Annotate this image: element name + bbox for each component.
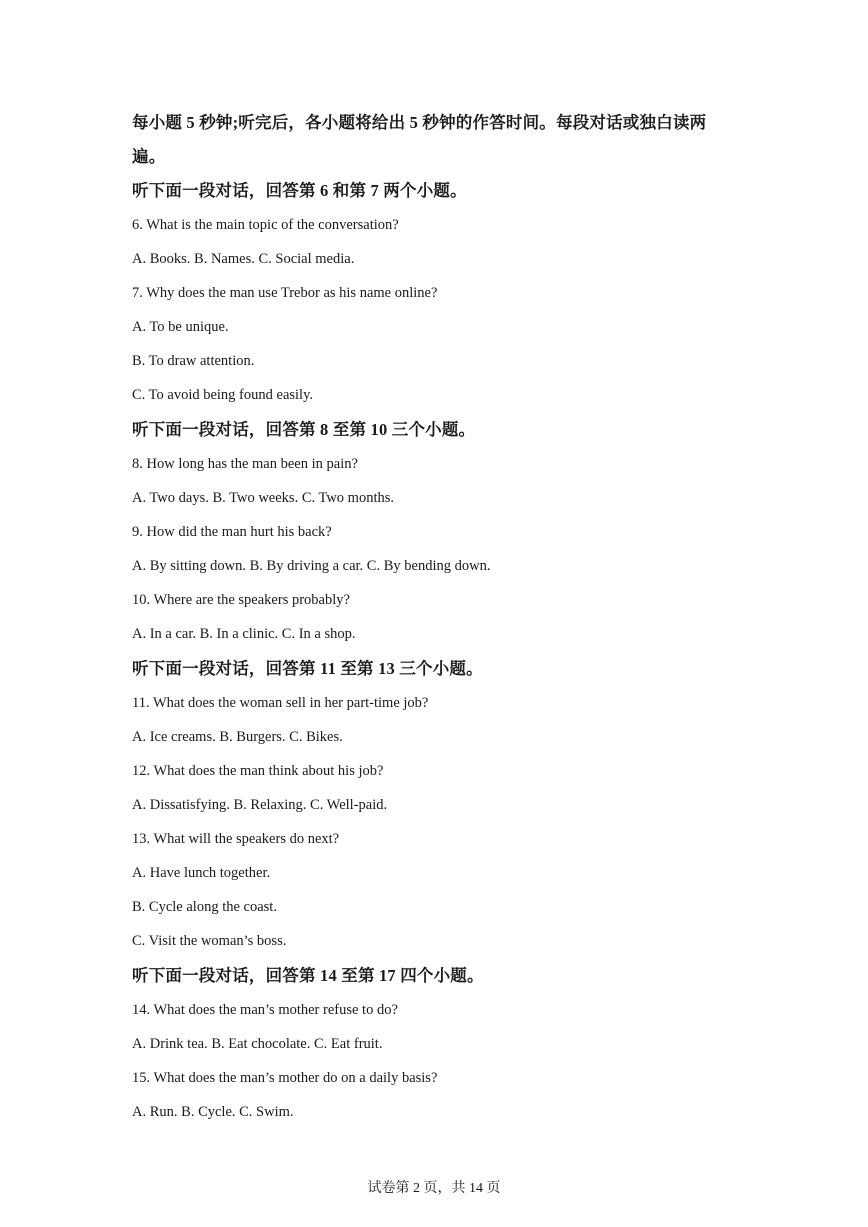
section-heading-14-17: 听下面一段对话，回答第 14 至第 17 四个小题。 <box>132 966 484 985</box>
question-14: 14. What does the man’s mother refuse to do? <box>132 1002 398 1018</box>
instructions-line-1: 每小题 5 秒钟;听完后，各小题将给出 5 秒钟的作答时间。每段对话或独白读两 <box>132 113 707 132</box>
question-8: 8. How long has the man been in pain? <box>132 456 358 472</box>
section-heading-11-13: 听下面一段对话，回答第 11 至第 13 三个小题。 <box>132 659 483 678</box>
question-10: 10. Where are the speakers probably? <box>132 592 350 608</box>
instructions-line-2: 遍。 <box>132 147 166 166</box>
question-11: 11. What does the woman sell in her part-time job? <box>132 695 429 711</box>
question-15-options: A. Run. B. Cycle. C. Swim. <box>132 1104 294 1120</box>
question-13-option-c: C. Visit the woman’s boss. <box>132 933 287 949</box>
question-11-options: A. Ice creams. B. Burgers. C. Bikes. <box>132 729 343 745</box>
question-13-option-b: B. Cycle along the coast. <box>132 899 277 915</box>
question-15: 15. What does the man’s mother do on a daily basis? <box>132 1070 438 1086</box>
question-7-option-c: C. To avoid being found easily. <box>132 387 314 403</box>
question-12: 12. What does the man think about his job? <box>132 763 384 779</box>
question-14-options: A. Drink tea. B. Eat chocolate. C. Eat fruit. <box>132 1036 383 1052</box>
question-7: 7. Why does the man use Trebor as his name online? <box>132 285 438 301</box>
question-13-option-a: A. Have lunch together. <box>132 865 271 881</box>
question-7-option-a: A. To be unique. <box>132 319 229 335</box>
section-heading-6-7: 听下面一段对话，回答第 6 和第 7 两个小题。 <box>132 181 467 200</box>
question-7-option-b: B. To draw attention. <box>132 353 255 369</box>
question-6-options: A. Books. B. Names. C. Social media. <box>132 251 355 267</box>
question-12-options: A. Dissatisfying. B. Relaxing. C. Well-paid. <box>132 797 388 813</box>
section-heading-8-10: 听下面一段对话，回答第 8 至第 10 三个小题。 <box>132 420 476 439</box>
page-number-footer: 试卷第 2 页，共 14 页 <box>367 1181 501 1196</box>
question-9-options: A. By sitting down. B. By driving a car. C. By bending down. <box>132 558 491 574</box>
question-6: 6. What is the main topic of the conversation? <box>132 217 399 233</box>
question-8-options: A. Two days. B. Two weeks. C. Two months. <box>132 490 394 506</box>
question-10-options: A. In a car. B. In a clinic. C. In a shop. <box>132 626 356 642</box>
question-13: 13. What will the speakers do next? <box>132 831 340 847</box>
question-9: 9. How did the man hurt his back? <box>132 524 332 540</box>
